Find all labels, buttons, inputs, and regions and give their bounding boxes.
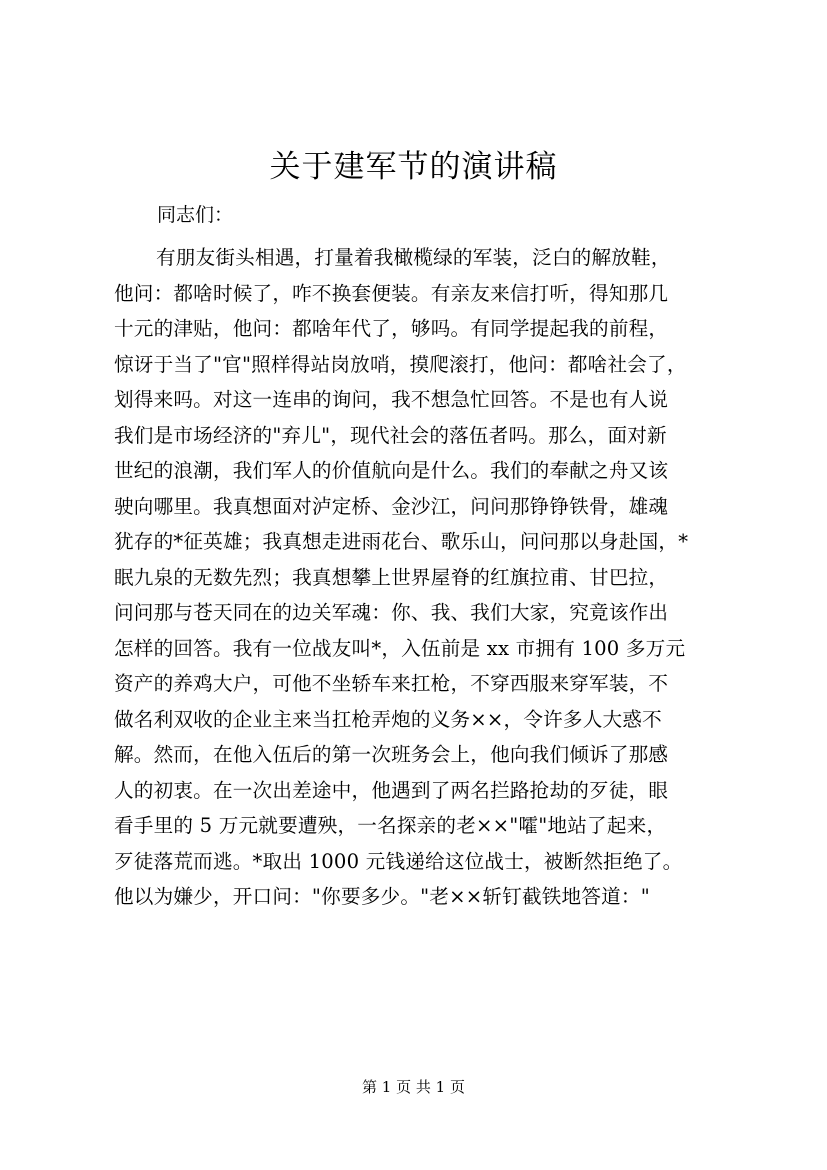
text-line: 我们是市场经济的"弃儿"，现代社会的落伍者吗。那么，面对新 xyxy=(114,423,667,447)
text-line: 驶向哪里。我真想面对泸定桥、金沙江，问问那铮铮铁骨，雄魂 xyxy=(114,494,669,518)
text-line: 划得来吗。对这一连串的询问，我不想急忙回答。不是也有人说 xyxy=(114,388,669,411)
text-line: 惊讶于当了"官"照样得站岗放哨，摸爬滚打，他问：都啥社会了， xyxy=(114,352,687,376)
page-footer: 第 1 页 共 1 页 xyxy=(362,1078,465,1096)
salutation: 同志们： xyxy=(157,204,234,226)
text-line: 歹徒落荒而逃。*取出 1000 元钱递给这位战士，被断然拒绝了。 xyxy=(114,849,683,873)
text-line: 犹存的*征英雄；我真想走进雨花台、歌乐山，问问那以身赴国，* xyxy=(114,530,689,553)
text-line: 有朋友街头相遇，打量着我橄榄绿的军装，泛白的解放鞋， xyxy=(156,246,671,269)
text-line: 十元的津贴，他问：都啥年代了，够吗。有同学提起我的前程， xyxy=(114,317,669,340)
body-text xyxy=(114,240,774,915)
text-line: 怎样的回答。我有一位战友叫*，入伍前是 xx 市拥有 100 多万元 xyxy=(114,636,686,660)
text-line: 人的初衷。在一次出差途中，他遇到了两名拦路抢劫的歹徒，眼 xyxy=(114,778,669,802)
text-line: 世纪的浪潮，我们军人的价值航向是什么。我们的奉献之舟又该 xyxy=(114,459,669,482)
text-line: 他问：都啥时候了，咋不换套便装。有亲友来信打听，得知那几 xyxy=(114,281,669,305)
text-line: 问问那与苍天同在的边关军魂：你、我、我们大家，究竟该作出 xyxy=(114,601,669,624)
text-line: 他以为嫌少，开口问："你要多少。"老××斩钉截铁地答道：" xyxy=(114,885,650,908)
text-line: 眠九泉的无数先烈；我真想攀上世界屋脊的红旗拉甫、甘巴拉， xyxy=(114,565,669,589)
text-line: 做名利双收的企业主来当扛枪弄炮的义务××，令许多人大惑不 xyxy=(114,707,662,731)
text-line: 看手里的 5 万元就要遭殃，一名探亲的老××"嚯"地站了起来， xyxy=(114,814,667,837)
text-line: 资产的养鸡大户，可他不坐轿车来扛枪，不穿西服来穿军装，不 xyxy=(114,672,669,695)
text-line: 解。然而，在他入伍后的第一次班务会上，他向我们倾诉了那感 xyxy=(114,743,669,766)
document-title: 关于建军节的演讲稿 xyxy=(269,149,558,185)
